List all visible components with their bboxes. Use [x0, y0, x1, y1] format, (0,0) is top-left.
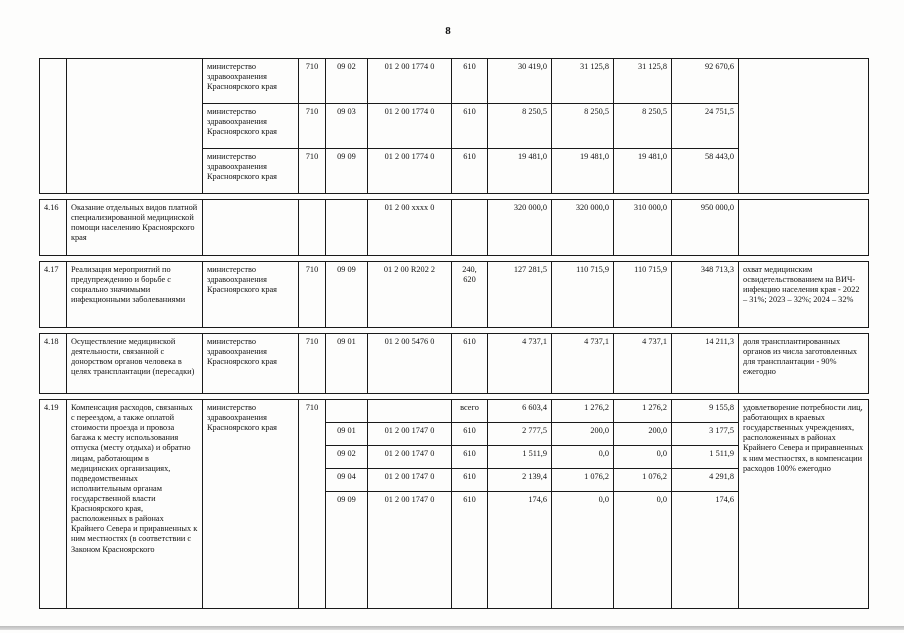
row-number: 4.18 — [40, 334, 67, 394]
ministry: министерство здравоохранения Красноярского края — [203, 262, 299, 328]
ministry: министерство здравоохранения Красноярского края — [203, 400, 299, 609]
value-2022: 30 419,0 — [488, 59, 552, 104]
row-number — [40, 59, 67, 194]
budget-code: 710 — [299, 59, 326, 104]
value-2024: 0,0 — [614, 492, 672, 609]
expense-type: 610 — [452, 334, 488, 394]
expected-result — [739, 59, 869, 194]
value-2023: 8 250,5 — [552, 104, 614, 149]
value-2024: 8 250,5 — [614, 104, 672, 149]
target-article: 01 2 00 R202 2 — [368, 262, 452, 328]
expense-type: 610 — [452, 59, 488, 104]
value-2024: 310 000,0 — [614, 200, 672, 256]
value-2023: 1 076,2 — [552, 469, 614, 492]
target-article: 01 2 00 1747 0 — [368, 469, 452, 492]
value-2022: 2 777,5 — [488, 423, 552, 446]
value-2023: 19 481,0 — [552, 149, 614, 194]
row-number: 4.19 — [40, 400, 67, 609]
ministry: министерство здравоохранения Красноярского края — [203, 334, 299, 394]
expense-type: 240, 620 — [452, 262, 488, 328]
row-number: 4.16 — [40, 200, 67, 256]
ministry: министерство здравоохранения Красноярского края — [203, 59, 299, 104]
target-article: 01 2 00 1774 0 — [368, 149, 452, 194]
value-total: 950 000,0 — [672, 200, 739, 256]
activity-name: Осуществление медицинской деятельности, связанной с донорством органов человека в целях трансплантации (пересадки) — [67, 334, 203, 394]
table-row — [40, 200, 869, 256]
section-code: 09 01 — [326, 334, 368, 394]
value-2022: 2 139,4 — [488, 469, 552, 492]
section-code: 09 03 — [326, 104, 368, 149]
table-row — [40, 262, 869, 328]
budget-code: 710 — [299, 400, 326, 609]
value-2023: 110 715,9 — [552, 262, 614, 328]
activity-name: Реализация мероприятий по предупреждению и борьбе с социально значимыми инфекционными заболеваниями — [67, 262, 203, 328]
expense-type — [452, 200, 488, 256]
value-total: 24 751,5 — [672, 104, 739, 149]
value-total: 3 177,5 — [672, 423, 739, 446]
value-total: 4 291,8 — [672, 469, 739, 492]
page-number: 8 — [445, 25, 451, 37]
expected-result: доля трансплантированных органов из числа заготовленных для трансплантации - 90% ежегодно — [739, 334, 869, 394]
expense-type: 610 — [452, 104, 488, 149]
value-2022: 19 481,0 — [488, 149, 552, 194]
expense-type: 610 — [452, 469, 488, 492]
target-article: 01 2 00 1747 0 — [368, 446, 452, 469]
value-2022: 4 737,1 — [488, 334, 552, 394]
expected-result: охват медицинским освидетельствованием на ВИЧ-инфекцию населения края - 2022 – 31%; 2023 – 32%; 2024 – 32% — [739, 262, 869, 328]
value-2023: 320 000,0 — [552, 200, 614, 256]
value-total: 9 155,8 — [672, 400, 739, 423]
value-total: 174,6 — [672, 492, 739, 609]
table-row — [40, 59, 869, 104]
value-2023: 200,0 — [552, 423, 614, 446]
value-total: 1 511,9 — [672, 446, 739, 469]
section-code — [326, 400, 368, 423]
section-code: 09 02 — [326, 446, 368, 469]
section-code: 09 02 — [326, 59, 368, 104]
value-2022: 127 281,5 — [488, 262, 552, 328]
value-2023: 31 125,8 — [552, 59, 614, 104]
value-total: 58 443,0 — [672, 149, 739, 194]
value-2022: 1 511,9 — [488, 446, 552, 469]
value-2022: 8 250,5 — [488, 104, 552, 149]
value-2024: 31 125,8 — [614, 59, 672, 104]
expense-type: всего — [452, 400, 488, 423]
ministry — [203, 200, 299, 256]
value-2024: 1 076,2 — [614, 469, 672, 492]
value-2022: 174,6 — [488, 492, 552, 609]
target-article: 01 2 00 1774 0 — [368, 104, 452, 149]
expense-type: 610 — [452, 446, 488, 469]
row-number: 4.17 — [40, 262, 67, 328]
target-article: 01 2 00 1774 0 — [368, 59, 452, 104]
budget-code: 710 — [299, 104, 326, 149]
budget-table — [39, 58, 869, 609]
value-2023: 0,0 — [552, 446, 614, 469]
budget-code: 710 — [299, 262, 326, 328]
value-2024: 1 276,2 — [614, 400, 672, 423]
target-article: 01 2 00 1747 0 — [368, 423, 452, 446]
value-2022: 320 000,0 — [488, 200, 552, 256]
section-code: 09 09 — [326, 262, 368, 328]
expense-type: 610 — [452, 423, 488, 446]
target-article: 01 2 00 5476 0 — [368, 334, 452, 394]
section-code: 09 04 — [326, 469, 368, 492]
value-total: 92 670,6 — [672, 59, 739, 104]
expected-result — [739, 200, 869, 256]
value-2024: 19 481,0 — [614, 149, 672, 194]
ministry: министерство здравоохранения Красноярского края — [203, 104, 299, 149]
target-article: 01 2 00 1747 0 — [368, 492, 452, 609]
budget-code: 710 — [299, 334, 326, 394]
value-2024: 110 715,9 — [614, 262, 672, 328]
activity-name: Оказание отдельных видов платной специализированной медицинской помощи населению Красноярского края — [67, 200, 203, 256]
value-2022: 6 603,4 — [488, 400, 552, 423]
expense-type: 610 — [452, 492, 488, 609]
expected-result: удовлетворение потребности лиц, работающих в краевых государственных учреждениях, расположенных в районах Крайнего Севера и приравненных к ним местностях, в компенсации расходов 100% ежегодно — [739, 400, 869, 609]
value-2023: 4 737,1 — [552, 334, 614, 394]
table-row — [40, 334, 869, 394]
target-article — [368, 400, 452, 423]
section-code: 09 01 — [326, 423, 368, 446]
scan-edge — [0, 626, 904, 630]
target-article: 01 2 00 xxxx 0 — [368, 200, 452, 256]
budget-code — [299, 200, 326, 256]
value-total: 348 713,3 — [672, 262, 739, 328]
budget-code: 710 — [299, 149, 326, 194]
section-code: 09 09 — [326, 149, 368, 194]
value-2024: 200,0 — [614, 423, 672, 446]
value-2024: 0,0 — [614, 446, 672, 469]
value-2024: 4 737,1 — [614, 334, 672, 394]
section-code — [326, 200, 368, 256]
activity-name: Компенсация расходов, связанных с переездом, а также оплатой стоимости проезда и провоза багажа к месту использования отпуска (месту отдыха) и обратно лицам, работающим в медицинских организациях, подведомственных исполнительным органам государственной власти Красноярского края, расположенных в районах Крайнего Севера и приравненных к ним местностях (в соответствии с Законом Красноярского — [67, 400, 203, 609]
value-total: 14 211,3 — [672, 334, 739, 394]
expense-type: 610 — [452, 149, 488, 194]
table-row — [40, 400, 869, 423]
activity-name — [67, 59, 203, 194]
value-2023: 0,0 — [552, 492, 614, 609]
ministry: министерство здравоохранения Красноярского края — [203, 149, 299, 194]
value-2023: 1 276,2 — [552, 400, 614, 423]
section-code: 09 09 — [326, 492, 368, 609]
